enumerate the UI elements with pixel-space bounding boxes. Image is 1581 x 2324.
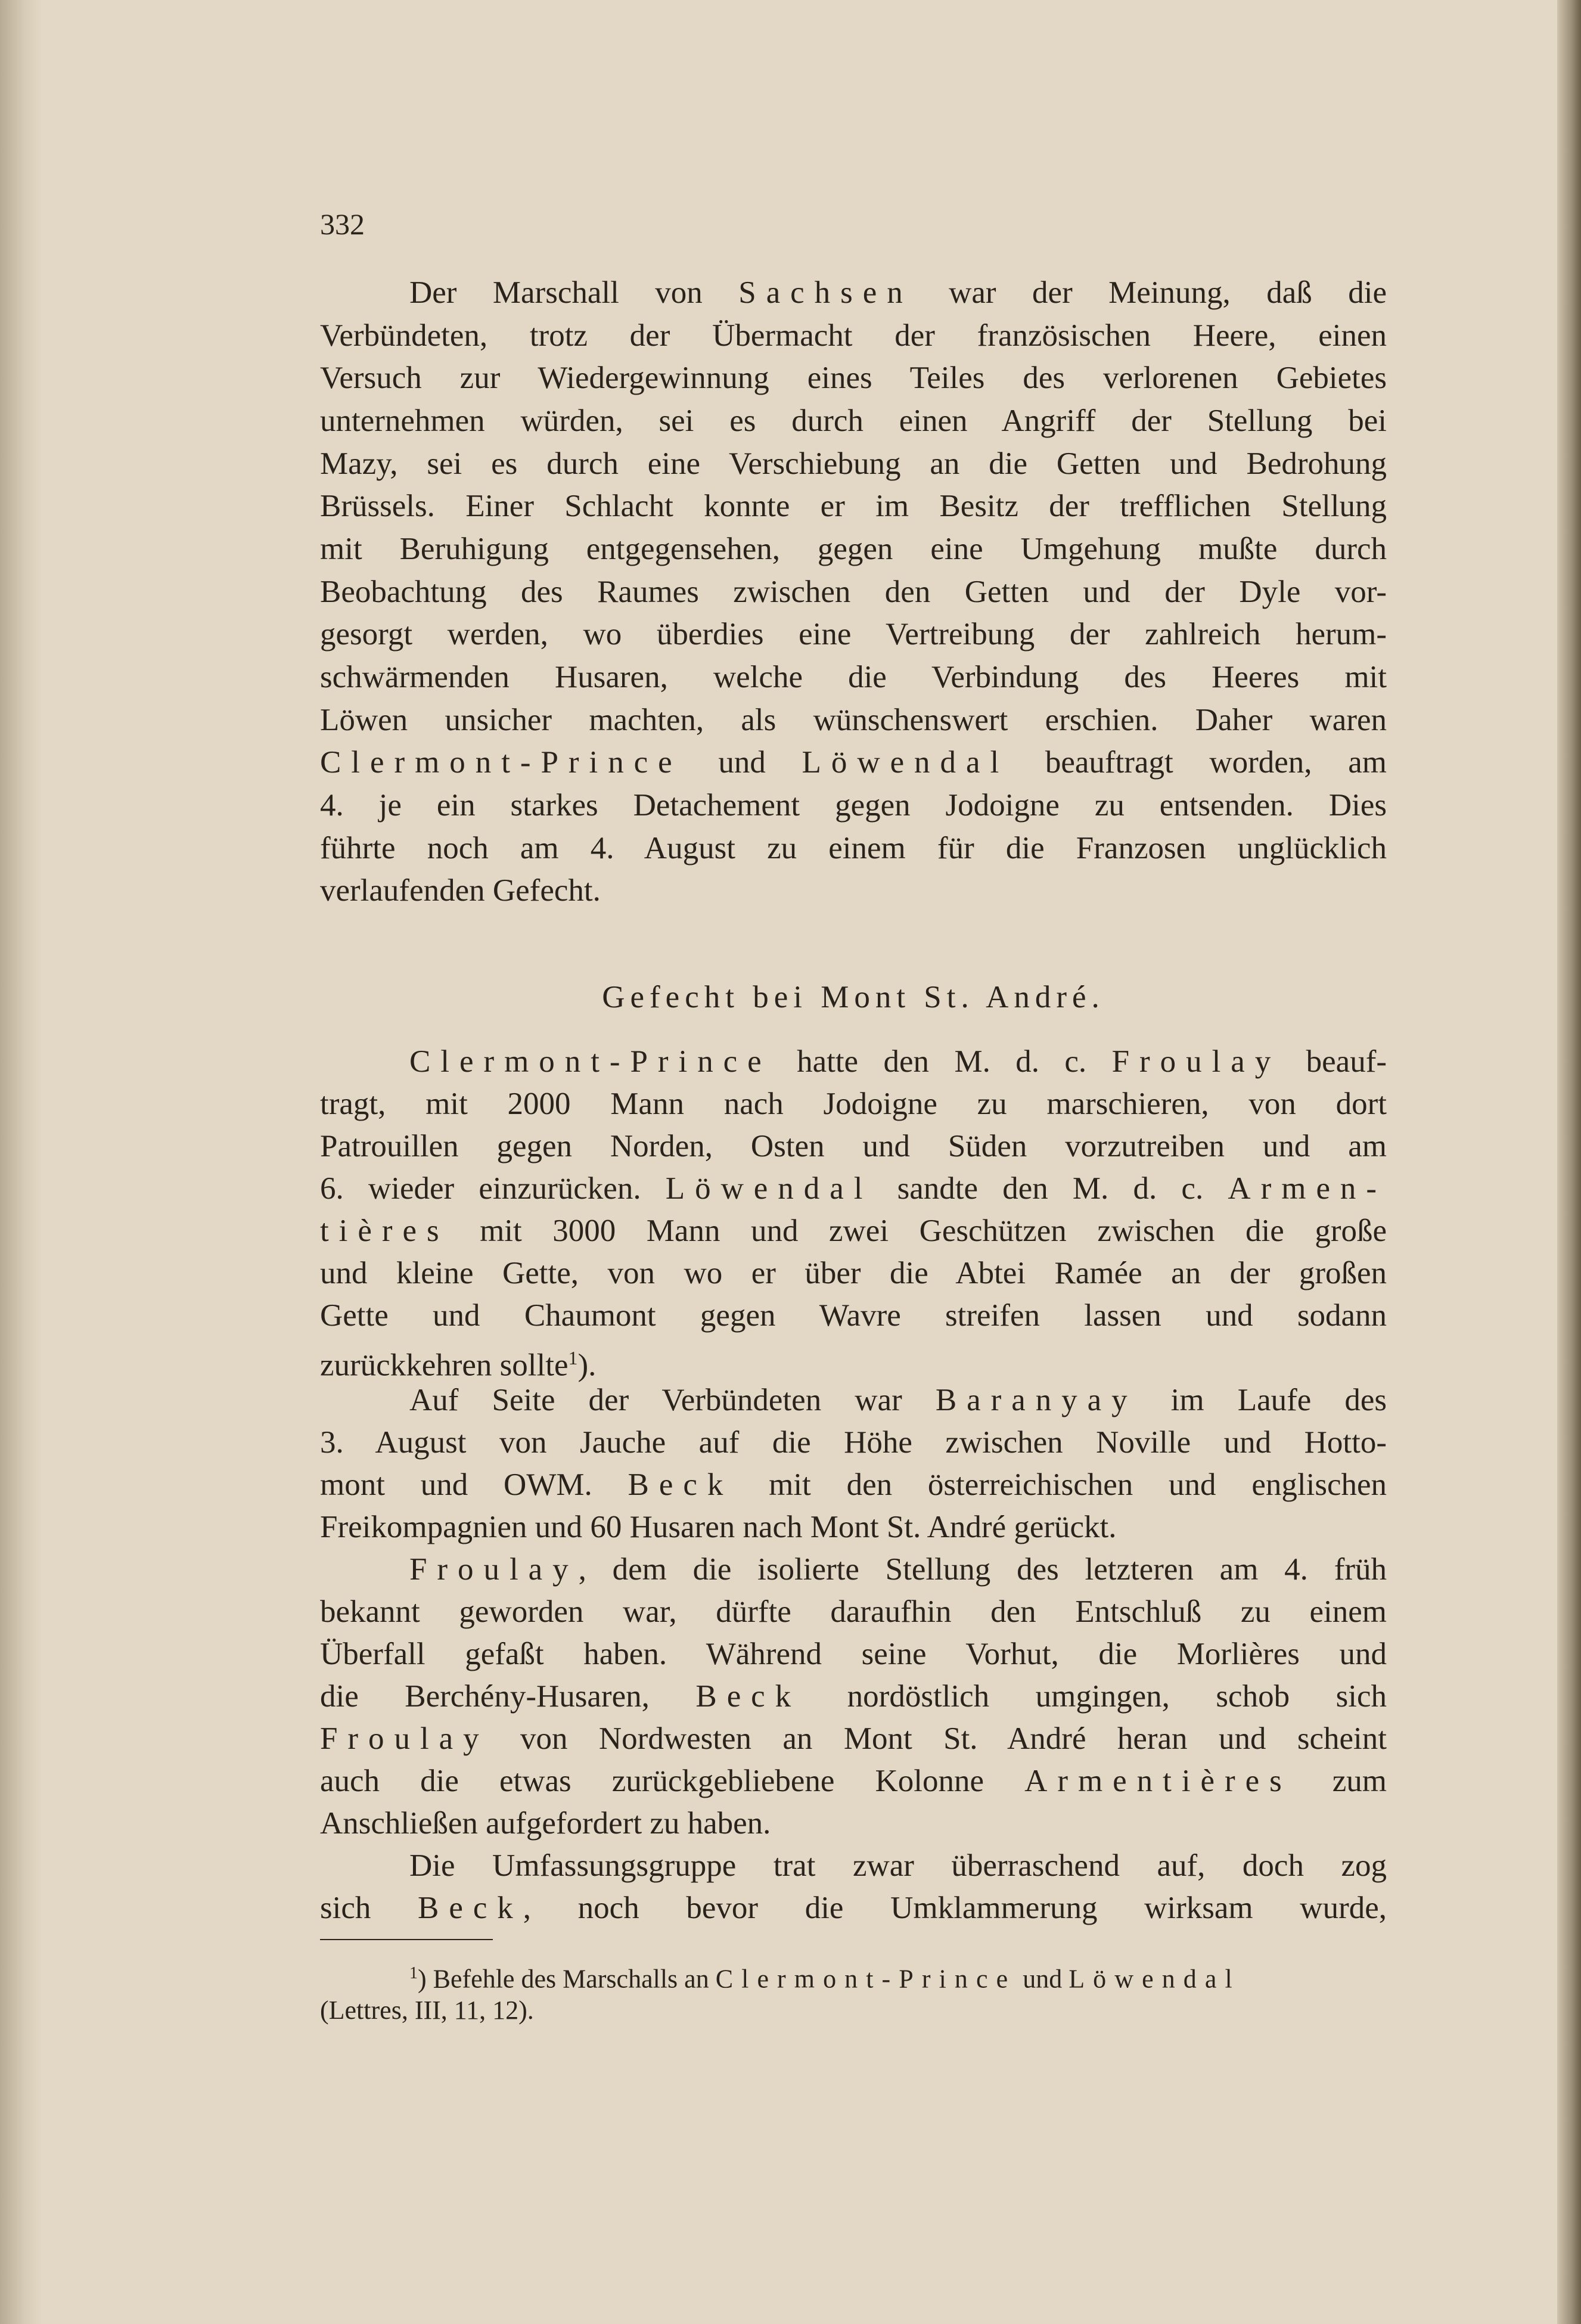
text-line: Mazy, sei es durch eine Verschiebung an die Getten und Bedrohung	[320, 446, 1387, 481]
text-line: mit Beruhigung entgegensehen, gegen eine Umgehung mußte durch	[320, 532, 1387, 566]
text-line: Der Marschall von Sachsen war der Meinung, daß die	[409, 275, 1387, 310]
footnote-line: (Lettres, III, 11, 12).	[320, 1996, 534, 2025]
text-line: Überfall gefaßt haben. Während seine Vorhut, die Morlières und	[320, 1637, 1387, 1671]
text-line: Anschließen aufgefordert zu haben.	[320, 1806, 771, 1841]
text-line: Auf Seite der Verbündeten war Baranyay im Laufe des	[409, 1383, 1387, 1417]
text-line: Gette und Chaumont gegen Wavre streifen lassen und sodann	[320, 1298, 1387, 1333]
text-line: mont und OWM. Beck mit den österreichischen und englischen	[320, 1467, 1387, 1502]
text-line: verlaufenden Gefecht.	[320, 873, 601, 908]
text-line: zurückkehren sollte$^1$).	[320, 1347, 597, 1383]
text-line: Froulay, dem die isolierte Stellung des letzteren am 4. früh	[409, 1552, 1387, 1587]
text-line: die Berchény-Husaren, Beck nordöstlich umgingen, schob sich	[320, 1679, 1387, 1714]
text-line: tragt, mit 2000 Mann nach Jodoigne zu marschieren, von dort	[320, 1087, 1387, 1121]
text-line: sich Beck, noch bevor die Umklammerung wirksam wurde,	[320, 1891, 1387, 1925]
text-line: Patrouillen gegen Norden, Osten und Süden vorzutreiben und am	[320, 1129, 1387, 1163]
text-line: Clermont-Prince und Löwendal beauftragt worden, am	[320, 745, 1387, 780]
text-line: Verbündeten, trotz der Übermacht der französischen Heere, einen	[320, 318, 1387, 353]
text-line: Clermont-Prince hatte den M. d. c. Froulay beauf-	[409, 1044, 1387, 1079]
text-line: Freikompagnien und 60 Husaren nach Mont St. André gerückt.	[320, 1510, 1117, 1544]
text-line: gesorgt werden, wo überdies eine Vertreibung der zahlreich herum-	[320, 617, 1387, 651]
text-line: auch die etwas zurückgebliebene Kolonne Armentières zum	[320, 1764, 1387, 1798]
text-line: führte noch am 4. August zu einem für die Franzosen unglücklich	[320, 831, 1387, 865]
text-line: 4. je ein starkes Detachement gegen Jodoigne zu entsenden. Dies	[320, 788, 1387, 823]
text-line: unternehmen würden, sei es durch einen Angriff der Stellung bei	[320, 404, 1387, 438]
footnote-rule	[320, 1939, 493, 1940]
footnote-ref: 1	[568, 1347, 578, 1369]
section-heading: Gefecht bei Mont St. André.	[602, 980, 1105, 1014]
text-line: Brüssels. Einer Schlacht konnte er im Besitz der trefflichen Stellung	[320, 489, 1387, 523]
footnote: $^1$) Befehle des Marschalls an Clermont-Prince und Löwendal	[409, 1964, 1241, 1994]
text-line: Löwen unsicher machten, als wünschenswert erschien. Daher waren	[320, 703, 1387, 737]
text-line: Versuch zur Wiedergewinnung eines Teiles des verlorenen Gebietes	[320, 361, 1387, 395]
text-line: 3. August von Jauche auf die Höhe zwischen Noville und Hotto-	[320, 1425, 1387, 1460]
text-line: bekannt geworden war, dürfte daraufhin den Entschluß zu einem	[320, 1594, 1387, 1629]
page-gutter	[0, 0, 42, 2324]
text-line: tières mit 3000 Mann und zwei Geschützen zwischen die große	[320, 1214, 1387, 1248]
page-edge	[1557, 0, 1581, 2324]
text-line: Froulay von Nordwesten an Mont St. André heran und scheint	[320, 1721, 1387, 1756]
text-line: Die Umfassungsgruppe trat zwar überraschend auf, doch zog	[409, 1848, 1387, 1883]
text-line: Beobachtung des Raumes zwischen den Getten und der Dyle vor-	[320, 575, 1387, 609]
text-line: und kleine Gette, von wo er über die Abtei Ramée an der großen	[320, 1256, 1387, 1290]
text-line: 6. wieder einzurücken. Löwendal sandte den M. d. c. Armen-	[320, 1171, 1387, 1206]
text-line: schwärmenden Husaren, welche die Verbindung des Heeres mit	[320, 660, 1387, 694]
page-number: 332	[320, 207, 365, 241]
